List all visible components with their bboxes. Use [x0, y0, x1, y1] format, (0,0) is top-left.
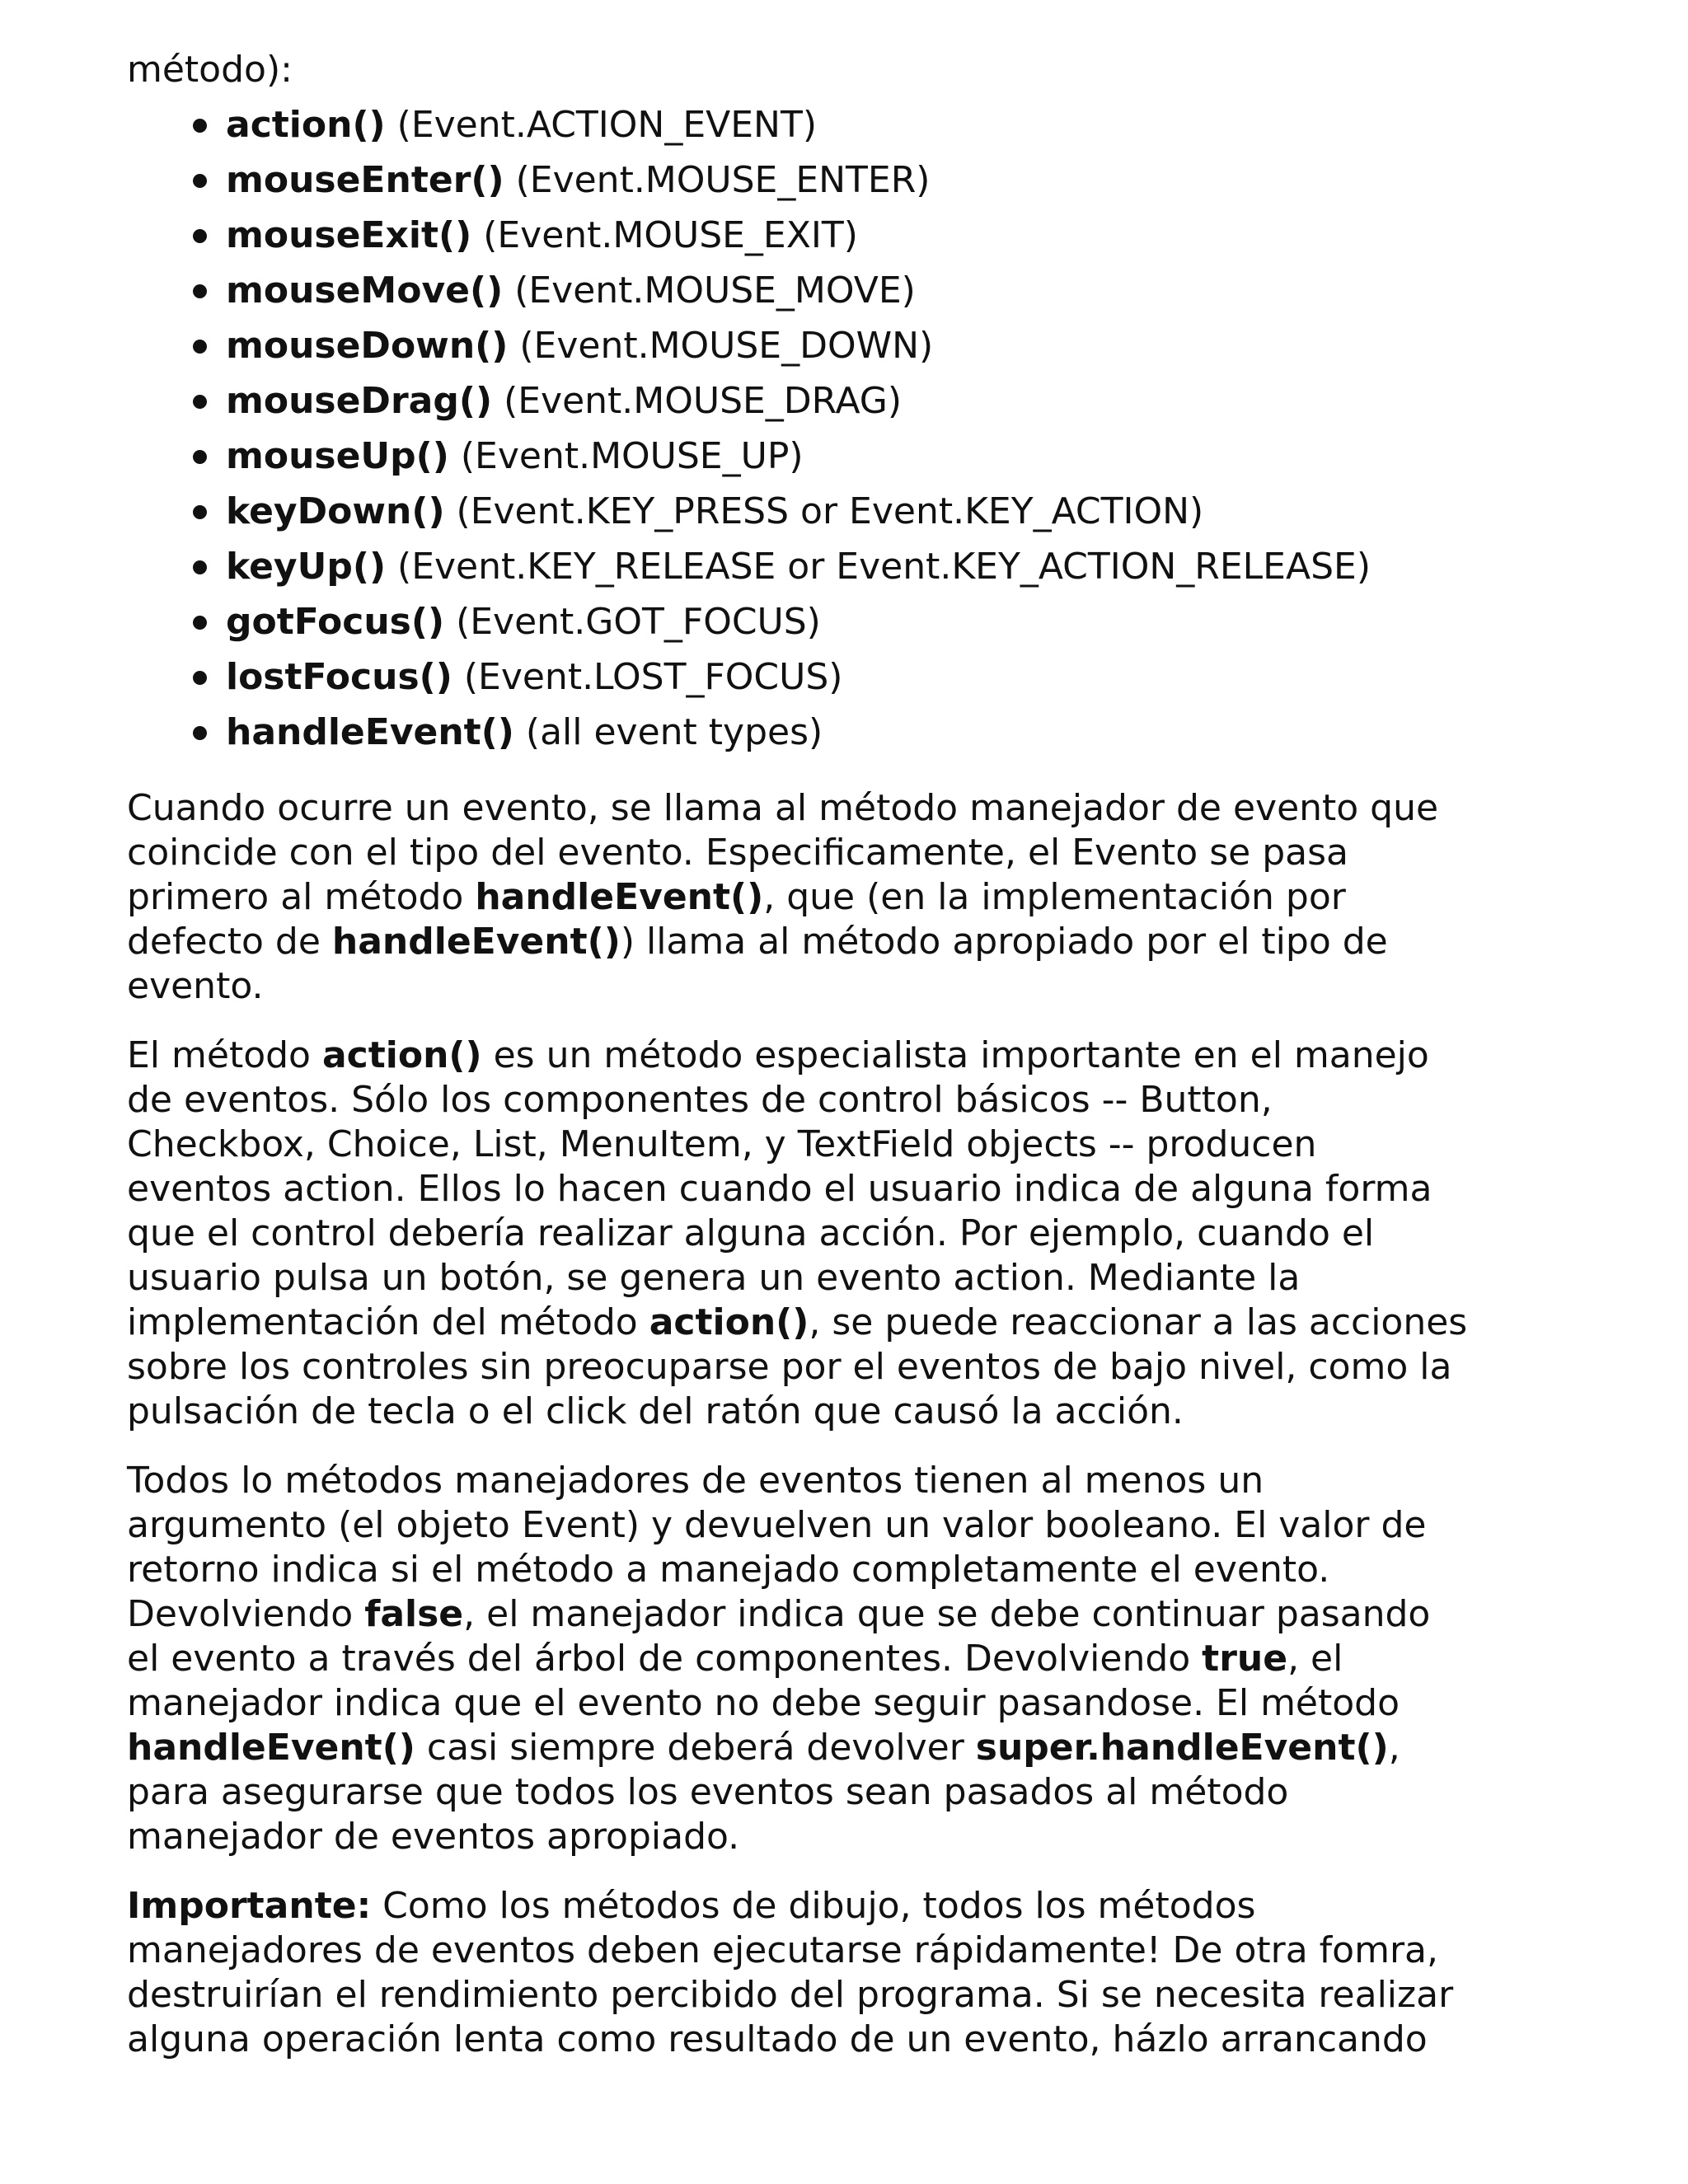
list-item: [186, 649, 1578, 705]
text-line: [127, 1256, 1578, 1301]
paragraph-action-method: [127, 1033, 1578, 1434]
method-event: (Event.MOUSE_EXIT): [483, 214, 858, 256]
text-run: Checkbox, Choice, List, MenuItem, y TextField objects -- producen: [127, 1123, 1317, 1165]
bullet-icon: [193, 616, 207, 630]
important-label: Importante:: [127, 1885, 372, 1927]
code-term: handleEvent(): [127, 1727, 415, 1769]
bullet-icon: [193, 174, 207, 188]
list-item: [186, 594, 1578, 649]
method-name: mouseDown(): [226, 325, 509, 367]
method-event: (Event.LOST_FOCUS): [463, 656, 843, 698]
method-event: (Event.KEY_PRESS or Event.KEY_ACTION): [456, 490, 1204, 532]
method-event: (Event.KEY_RELEASE or Event.KEY_ACTION_RELEASE): [397, 546, 1371, 588]
text-run: destruirían el rendimiento percibido del programa. Si se necesita realizar: [127, 1974, 1454, 2016]
method-name: action(): [226, 104, 386, 146]
text-line: [127, 786, 1578, 831]
method-name: gotFocus(): [226, 601, 445, 643]
text-run: primero al método: [127, 876, 476, 918]
code-term: super.handleEvent(): [975, 1727, 1389, 1769]
bullet-icon: [193, 340, 207, 354]
method-event: (Event.MOUSE_DRAG): [504, 380, 903, 422]
code-term: true: [1202, 1638, 1288, 1680]
text-line: [127, 1815, 1578, 1859]
code-term: action(): [649, 1301, 809, 1343]
text-line: [127, 1033, 1578, 1078]
bullet-icon: [193, 450, 207, 464]
text-run: alguna operación lenta como resultado de un evento, házlo arrancando: [127, 2018, 1428, 2060]
text-run: Como los métodos de dibujo, todos los métodos: [371, 1885, 1256, 1927]
list-item: [186, 318, 1578, 373]
text-run: retorno indica si el método a manejado completamente el evento.: [127, 1549, 1330, 1591]
event-method-list: [127, 97, 1578, 760]
text-run: para asegurarse que todos los eventos sean pasados al método: [127, 1771, 1289, 1813]
text-run: ) llama al método apropiado por el tipo de: [620, 921, 1388, 963]
method-name: mouseMove(): [226, 269, 504, 312]
text-run: sobre los controles sin preocuparse por el eventos de bajo nivel, como la: [127, 1346, 1452, 1388]
text-line: [127, 1973, 1578, 2018]
list-item: [186, 152, 1578, 208]
bullet-icon: [193, 726, 207, 740]
method-event: (Event.MOUSE_UP): [460, 435, 804, 477]
code-term: handleEvent(): [331, 921, 621, 963]
text-line: [127, 1929, 1578, 1973]
text-line: [127, 875, 1578, 920]
bullet-icon: [193, 671, 207, 685]
code-term: false: [364, 1593, 464, 1635]
text-run: pulsación de tecla o el click del ratón que causó la acción.: [127, 1390, 1184, 1432]
list-item: [186, 484, 1578, 539]
list-item: [186, 97, 1578, 152]
method-name: keyDown(): [226, 490, 445, 532]
text-run: manejador indica que el evento no debe seguir pasandose. El método: [127, 1682, 1400, 1724]
text-line: [127, 831, 1578, 875]
text-run: evento.: [127, 965, 264, 1007]
method-event: (Event.MOUSE_MOVE): [514, 269, 916, 312]
text-line: [127, 2018, 1578, 2062]
method-event: (Event.ACTION_EVENT): [396, 104, 817, 146]
text-run: coincide con el tipo del evento. Especificamente, el Evento se pasa: [127, 832, 1348, 874]
text-line: [127, 1301, 1578, 1345]
paragraph-important-note: [127, 1884, 1578, 2062]
text-line: [127, 1390, 1578, 1434]
text-run: El método: [127, 1034, 322, 1076]
document-page: [127, 48, 1578, 2062]
text-run: manejador de eventos apropiado.: [127, 1816, 740, 1858]
paragraph-event-dispatch: [127, 786, 1578, 1009]
text-run: manejadores de eventos deben ejecutarse rápidamente! De otra fomra,: [127, 1929, 1438, 1971]
text-line: [127, 1167, 1578, 1212]
paragraph-return-values: [127, 1459, 1578, 1859]
bullet-icon: [193, 119, 207, 133]
text-run: , el manejador indica que se debe continuar pasando: [463, 1593, 1431, 1635]
code-term: action(): [321, 1034, 482, 1076]
method-name: keyUp(): [226, 546, 387, 588]
text-line: [127, 1078, 1578, 1122]
intro-line: método):: [127, 49, 293, 91]
text-line: [127, 1681, 1578, 1726]
text-run: Todos lo métodos manejadores de eventos tienen al menos un: [127, 1460, 1264, 1502]
method-name: handleEvent(): [226, 711, 514, 753]
text-run: , que (en la implementación por: [763, 876, 1346, 918]
bullet-icon: [193, 284, 207, 298]
text-line: [127, 1345, 1578, 1390]
text-run: casi siempre deberá devolver: [415, 1727, 976, 1769]
method-event: (Event.MOUSE_ENTER): [515, 159, 931, 201]
bullet-icon: [193, 395, 207, 409]
method-name: lostFocus(): [226, 656, 452, 698]
list-item: [186, 208, 1578, 263]
text-line: [127, 1770, 1578, 1815]
text-line: [127, 1459, 1578, 1503]
text-run: que el control debería realizar alguna acción. Por ejemplo, cuando el: [127, 1212, 1375, 1254]
text-run: ,: [1388, 1727, 1400, 1769]
text-line: [127, 920, 1578, 964]
text-run: , el: [1287, 1638, 1343, 1680]
text-run: de eventos. Sólo los componentes de control básicos -- Button,: [127, 1079, 1273, 1121]
method-event: (Event.MOUSE_DOWN): [519, 325, 934, 367]
text-run: Devolviendo: [127, 1593, 365, 1635]
text-line: [127, 1884, 1578, 1929]
text-run: eventos action. Ellos lo hacen cuando el usuario indica de alguna forma: [127, 1168, 1432, 1210]
text-line: [127, 1592, 1578, 1637]
text-line: [127, 1212, 1578, 1256]
text-run: implementación del método: [127, 1301, 649, 1343]
text-run: es un método especialista importante en el manejo: [481, 1034, 1429, 1076]
text-run: usuario pulsa un botón, se genera un evento action. Mediante la: [127, 1257, 1301, 1299]
text-line: [127, 1726, 1578, 1770]
method-name: mouseEnter(): [226, 159, 504, 201]
code-term: handleEvent(): [475, 876, 764, 918]
method-name: mouseDrag(): [226, 380, 493, 422]
bullet-icon: [193, 505, 207, 519]
text-run: Cuando ocurre un evento, se llama al método manejador de evento que: [127, 787, 1439, 829]
bullet-icon: [193, 560, 207, 574]
method-name: mouseExit(): [226, 214, 472, 256]
text-run: el evento a través del árbol de componentes. Devolviendo: [127, 1638, 1203, 1680]
text-line: [127, 1548, 1578, 1592]
list-item: [186, 373, 1578, 429]
text-line: [127, 1122, 1578, 1167]
list-item: [186, 705, 1578, 760]
list-item: [186, 539, 1578, 594]
method-event: (all event types): [525, 711, 823, 753]
method-name: mouseUp(): [226, 435, 449, 477]
text-line: [127, 1503, 1578, 1548]
text-run: , se puede reaccionar a las acciones: [809, 1301, 1468, 1343]
list-item: [186, 263, 1578, 318]
method-event: (Event.GOT_FOCUS): [456, 601, 821, 643]
text-line: [127, 1637, 1578, 1681]
text-line: [127, 964, 1578, 1009]
list-item: [186, 429, 1578, 484]
text-run: defecto de: [127, 921, 332, 963]
bullet-icon: [193, 229, 207, 243]
text-run: argumento (el objeto Event) y devuelven un valor booleano. El valor de: [127, 1504, 1427, 1546]
